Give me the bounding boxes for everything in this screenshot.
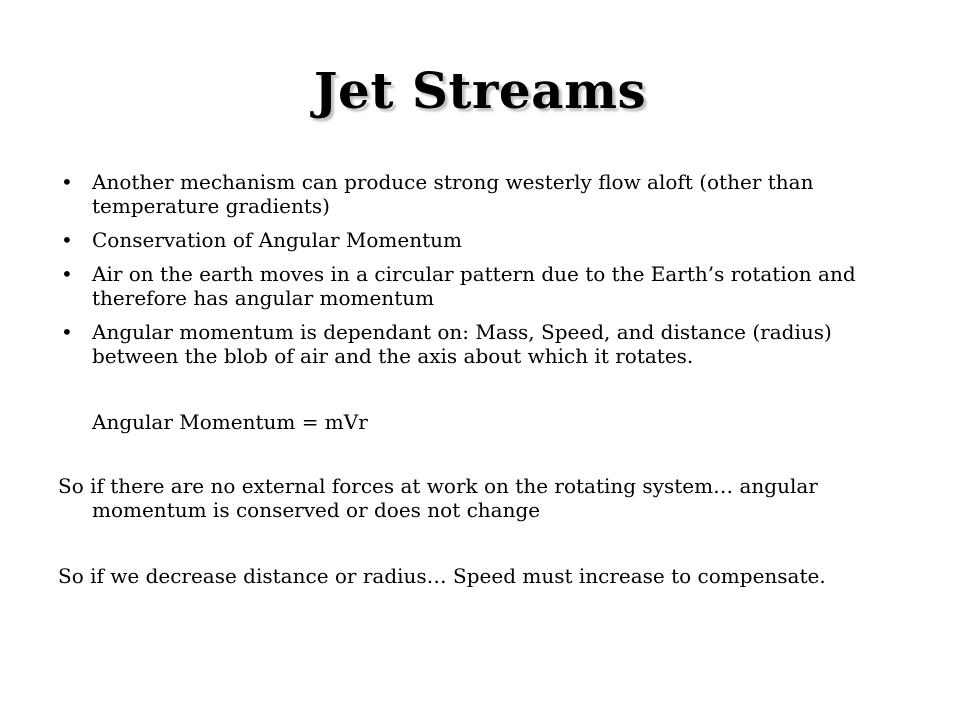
slide-title: Jet Streams [313, 61, 647, 120]
bullet-text: Conservation of Angular Momentum [92, 228, 462, 252]
bullet-icon: • [61, 170, 73, 194]
bullet-list [58, 170, 858, 378]
equation: Angular Momentum = mVr [92, 410, 368, 434]
bullet-item [58, 262, 858, 310]
bullet-item [58, 170, 858, 218]
paragraph-conservation: So if there are no external forces at work on the rotating system… angular momentum is conserved or does not change [58, 474, 818, 522]
bullet-item [58, 320, 858, 368]
bullet-text: Angular momentum is dependant on: Mass, Speed, and distance (radius) between the blob of air and the axis about which it rotates. [92, 320, 832, 368]
bullet-item [58, 228, 858, 252]
paragraph-speed: So if we decrease distance or radius… Speed must increase to compensate. [58, 564, 826, 588]
bullet-icon: • [61, 228, 73, 252]
bullet-text: Air on the earth moves in a circular pattern due to the Earth’s rotation and therefore has angular momentum [92, 262, 856, 310]
bullet-icon: • [61, 320, 73, 344]
bullet-text: Another mechanism can produce strong westerly flow aloft (other than temperature gradients) [92, 170, 814, 218]
bullet-icon: • [61, 262, 73, 286]
